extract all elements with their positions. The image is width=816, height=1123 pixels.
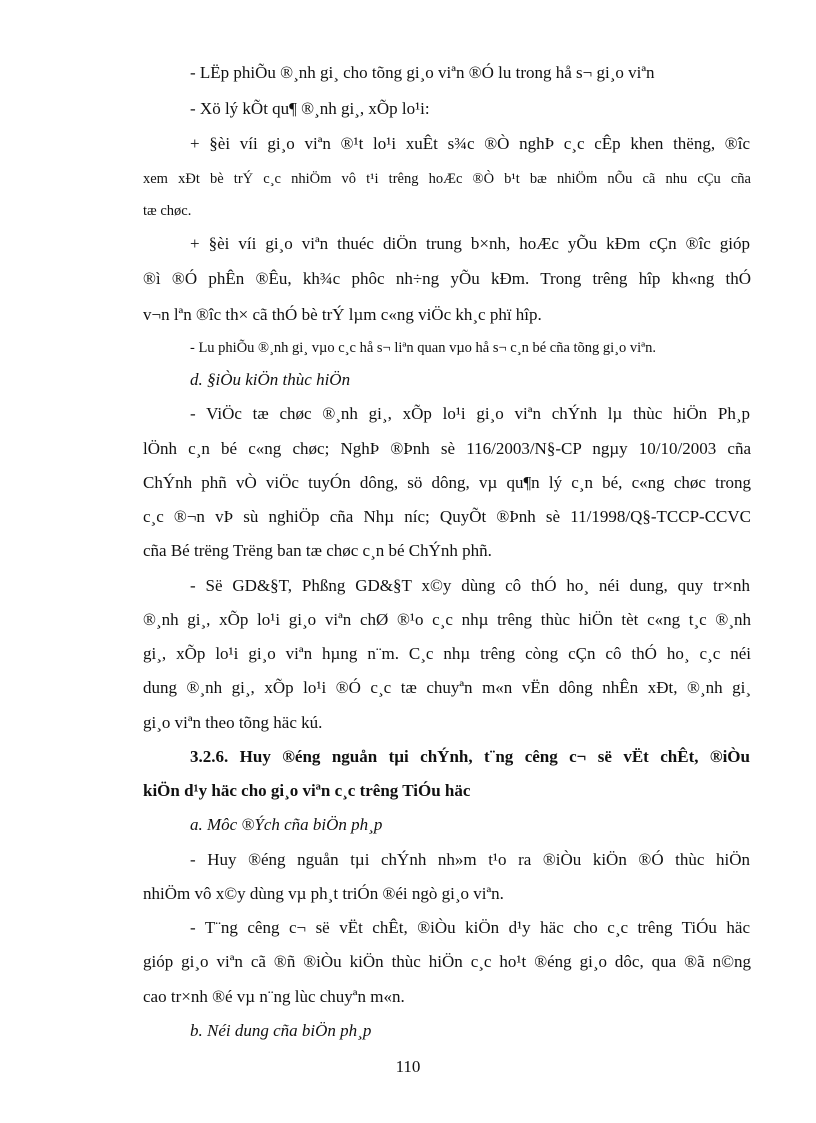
text-line: cña Bé trëng Trëng ban tæ chøc c¸n bé ChÝnh phñ. — [143, 541, 492, 560]
text-line: - Lu phiÕu ®¸nh gi¸ vµo c¸c hå s¬ liªn quan vµo hå s¬ c¸n bé cña tõng gi¸o viªn. — [190, 340, 657, 356]
text-line: - T¨ng cêng c¬ së vËt chÊt, ®iÒu kiÖn d¹y häc cho c¸c trêng TiÓu häc — [190, 918, 750, 937]
text-line: - LËp phiÕu ®¸nh gi¸ cho tõng gi¸o viªn ®Ó lu trong hå s¬ gi¸o viªn — [190, 63, 655, 82]
text-line: dung ®¸nh gi¸, xÕp lo¹i ®Ó c¸c tæ chuyªn m«n vËn dông nhÊn xÐt, ®¸nh gi¸ — [143, 678, 751, 697]
section-heading: d. §iÒu kiÖn thùc hiÖn — [190, 370, 351, 389]
text-line: - Huy ®éng nguån tµi chÝnh nh»m t¹o ra ®iÒu kiÖn ®Ó thùc hiÖn — [190, 850, 750, 869]
text-line: cao tr×nh ®é vµ n¨ng lùc chuyªn m«n. — [143, 987, 405, 1006]
text-line: v¬n lªn ®îc th× cã thÓ bè trÝ lµm c«ng viÖc kh¸c phï hîp. — [143, 305, 542, 324]
text-line: ®¸nh gi¸, xÕp lo¹i gi¸o viªn chØ ®¹o c¸c nhµ trêng thùc hiÖn tèt c«ng t¸c ®¸nh — [143, 610, 751, 629]
text-line: tæ chøc. — [143, 203, 192, 219]
text-line: - Së GD&§T, Phßng GD&§T x©y dùng cô thÓ ho¸ néi dung, quy tr×nh — [190, 576, 750, 595]
text-line: c¸c ®¬n vÞ sù nghiÖp cña Nhµ níc; QuyÕt ®Þnh sè 11/1998/Q§-TCCP-CCVC — [143, 507, 751, 526]
text-line: gi¸o viªn theo tõng häc kú. — [143, 713, 323, 732]
subsection-title: kiÖn d¹y häc cho gi¸o viªn c¸c trêng TiÓu häc — [143, 781, 471, 800]
section-heading: b. Néi dung cña biÖn ph¸p — [190, 1021, 372, 1040]
section-heading: a. Môc ®Ých cña biÖn ph¸p — [190, 815, 383, 834]
text-line: gi¸, xÕp lo¹i gi¸o viªn hµng n¨m. C¸c nhµ trêng còng cÇn cô thÓ ho¸ c¸c néi — [143, 644, 751, 663]
text-line: - ViÖc tæ chøc ®¸nh gi¸, xÕp lo¹i gi¸o viªn chÝnh lµ thùc hiÖn Ph¸p — [190, 404, 750, 423]
text-line: ®ì ®Ó phÊn ®Êu, kh¾c phôc nh÷ng yÕu kÐm. Trong trêng hîp kh«ng thÓ — [143, 269, 751, 288]
text-line: xem xÐt bè trÝ c¸c nhiÖm vô t¹i trêng hoÆc ®Ò b¹t bæ nhiÖm nÕu cã nhu cÇu cña — [143, 171, 751, 187]
text-line: - Xö lý kÕt qu¶ ®¸nh gi¸, xÕp lo¹i: — [190, 99, 430, 118]
text-line: + §èi víi gi¸o viªn thuéc diÖn trung b×nh, hoÆc yÕu kÐm cÇn ®îc gióp — [190, 234, 750, 253]
text-line: gióp gi¸o viªn cã ®ñ ®iÒu kiÖn thùc hiÖn c¸c ho¹t ®éng gi¸o dôc, qua ®ã n©ng — [143, 952, 751, 971]
text-line: nhiÖm vô x©y dùng vµ ph¸t triÓn ®éi ngò gi¸o viªn. — [143, 884, 504, 903]
subsection-title: 3.2.6. Huy ®éng nguån tµi chÝnh, t¨ng cêng c¬ së vËt chÊt, ®iÒu — [190, 747, 750, 766]
text-line: + §èi víi gi¸o viªn ®¹t lo¹i xuÊt s¾c ®Ò nghÞ c¸c cÊp khen thëng, ®îc — [190, 134, 750, 153]
page-number: 110 — [395, 1057, 421, 1076]
text-line: ChÝnh phñ vÒ viÖc tuyÓn dông, sö dông, vµ qu¶n lý c¸n bé, c«ng chøc trong — [143, 473, 751, 492]
text-line: lÖnh c¸n bé c«ng chøc; NghÞ ®Þnh sè 116/2003/N§-CP ngµy 10/10/2003 cña — [143, 439, 751, 458]
